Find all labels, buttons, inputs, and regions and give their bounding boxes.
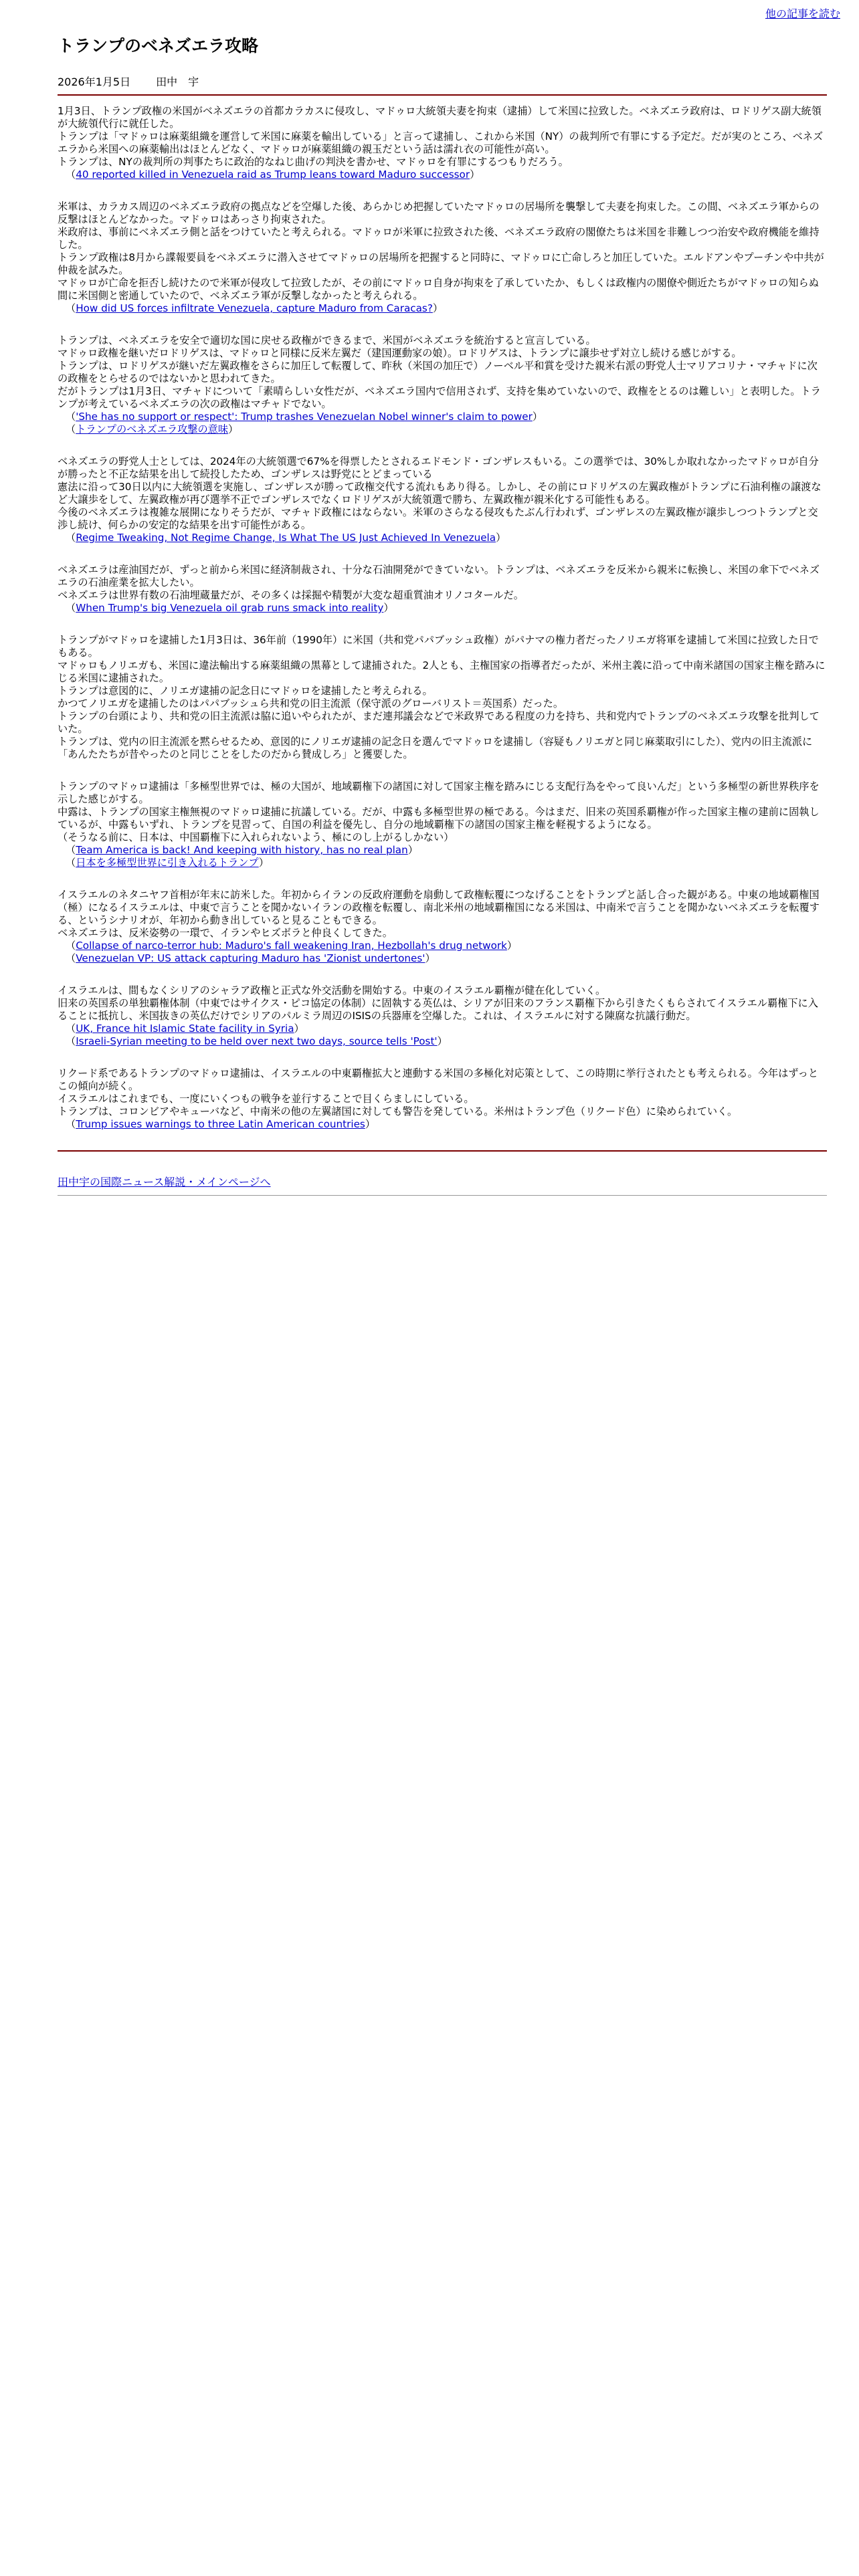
paren-close: ） [258,857,269,869]
reference-link-line [58,1023,827,1035]
paren-open: （ [66,169,76,181]
paragraph-text: トランプは、NYの裁判所の判事たちに政治的なねじ曲げの判決を書かせ、マドゥロを有罪にするつもりだろう。 [58,156,569,168]
paragraph-text: マドゥロが亡命を拒否し続けたので米軍が侵攻して拉致したが、その前にマドゥロ自身が拘束を了承していたか、もしくは政権内の閣僚や側近たちがマドゥロの知らぬ間に米国側と密通していたので、ベネズエラ軍が反撃しなかったと考えられる。 [58,277,819,302]
paragraph-text: 今後のベネズエラは複雑な展開になりそうだが、マチャド政権にはならない。米軍のさらなる侵攻もたぶん行われず、ゴンザレスの左翼政権が譲歩しつつトランプと交渉し続け、何らかの安定的な結果を出す可能性がある。 [58,506,818,531]
paragraph-text: 1月3日、トランプ政権の米国がベネズエラの首都カラカスに侵攻し、マドゥロ大統領夫妻を拘束（逮捕）して米国に拉致した。ベネズエラ政府は、ロドリゲス副大統領が大統領代行に就任した。 [58,105,822,130]
paren-close: ） [407,844,418,856]
reference-link-line [58,302,827,315]
reference-link-line [58,1118,827,1131]
paren-close: ） [506,940,518,952]
paragraph-text: 米政府は、事前にベネズエラ側と話をつけていたと考えられる。マドゥロが米軍に拉致された後、ベネズエラ政府の閣僚たちは米国を非難しつつ治安や政府機能を維持した。 [58,226,820,251]
paren-open: （ [66,857,76,869]
reference-link[interactable]: Team America is back! And keeping with history, has no real plan [76,844,408,856]
article-page [58,35,827,1196]
reference-link[interactable]: 'She has no support or respect': Trump trashes Venezuelan Nobel winner's claim to power [76,411,533,423]
article-author: 田中 宇 [156,76,199,88]
article-title: トランプのベネズエラ攻略 [58,36,259,56]
reference-link[interactable]: Collapse of narco-terror hub: Maduro's fall weakening Iran, Hezbollah's drug network [76,940,507,952]
paragraph-text: イスラエルはこれまでも、一度にいくつもの戦争を並行することで目くらましにしている。 [58,1093,474,1105]
paren-close: ） [425,952,436,964]
top-nav [765,5,840,21]
paragraph-text: トランプがマドゥロを逮捕した1月3日は、36年前（1990年）に米国（共和党パパブッシュ政権）がパナマの権力者だったノリエガ将軍を逮捕して米国に拉致した日でもある。 [58,634,819,659]
footer-divider [58,1195,827,1196]
paren-open: （ [66,423,76,435]
article-date: 2026年1月5日 [58,76,131,88]
paren-close: ） [496,532,506,544]
paren-open: （ [66,302,76,314]
reference-link-line [58,1035,827,1048]
paren-close: ） [228,423,239,435]
paren-open: （ [66,411,76,423]
reference-link-line [58,423,827,436]
paragraph-text: トランプは、ロドリゲスが継いだ左翼政権をさらに加圧して転覆して、昨秋（米国の加圧で）ノーベル平和賞を受けた親米右派の野党人士マリアコリナ・マチャドに次の政権をとらせるのではないかと思われてきた。 [58,360,818,385]
article-paragraph [58,780,827,869]
paren-close: ） [432,302,444,314]
paragraph-text: リクード系であるトランプのマドゥロ逮捕は、イスラエルの中東覇権拡大と連動する米国の多極化対応策として、この時期に挙行されたとも考えられる。今年はずっとこの傾向が続く。 [58,1067,819,1092]
end-divider [58,1150,827,1152]
reference-link[interactable]: When Trump's big Venezuela oil grab runs smack into reality [76,602,384,614]
article-paragraph [58,889,827,965]
article-body [58,105,827,1131]
reference-link-line [58,952,827,965]
other-articles-link[interactable]: 他の記事を読む [765,7,840,20]
paragraph-text: イスラエルのネタニヤフ首相が年末に訪米した。年初からイランの反政府運動を扇動して政権転覆につなげることをトランプと話し合った観がある。中東の地域覇権国（極）になるイスラエルは、中東で言うことを聞かないイランの政権を転覆し、南北米州の地域覇権国になる米国は、中南米で言うことを聞かないベネズエラを転覆する、というシナリオが、年初から動き出していると見ることもできる。 [58,889,820,926]
paren-close: ） [532,411,543,423]
paragraph-text: トランプは、ベネズエラを安全で適切な国に戻せる政権ができるまで、米国がベネズエラを統治すると宣言している。 [58,334,596,346]
paragraph-text: かつてノリエガを逮捕したのはパパブッシュら共和党の旧主流派（保守派のグローバリスト＝英国系）だった。 [58,697,564,710]
paragraph-text: マドゥロもノリエガも、米国に違法輸出する麻薬組織の黒幕として逮捕された。2人とも、主権国家の指導者だったが、米州主義に沿って中南米諸国の国家主権を踏みにじる米国に逮捕された。 [58,659,826,684]
paragraph-text: 米軍は、カラカス周辺のベネズエラ政府の拠点などを空爆した後、あらかじめ把握していたマドゥロの居場所を襲撃して夫妻を拘束した。この間、ベネズエラ軍からの反撃はほとんどなかった。マドゥロはあっさり拘束された。 [58,201,820,225]
reference-link-line [58,532,827,544]
paragraph-text: 旧来の英国系の単独覇権体制（中東ではサイクス・ピコ協定の体制）に固執する英仏は、シリアが旧来のフランス覇権下から引きたくもらされてイスラエル覇権下に入ることに抵抗し、米国抜きの英仏だけでシリアのパルミラ周辺のISISの兵器庫を空爆した。これは、イスラエルに対する陳腐な抗議行動だ。 [58,997,818,1022]
paragraph-text: トランプの台頭により、共和党の旧主流派は脇に追いやられたが、まだ連邦議会などで米政界である程度の力を持ち、共和党内でトランプのベネズエラ攻撃を批判していた。 [58,710,820,735]
paragraph-text: トランプのマドゥロ逮捕は「多極型世界では、極の大国が、地域覇権下の諸国に対して国家主権を踏みにじる支配行為をやって良いんだ」という多極型の新世界秩序を示した感じがする。 [58,780,820,805]
paren-close: ） [437,1035,448,1047]
title-divider [58,94,827,96]
home-page-link[interactable]: 田中宇の国際ニュース解説・メインページへ [58,1176,271,1188]
article-paragraph [58,984,827,1048]
reference-link-line [58,169,827,181]
article-paragraph [58,201,827,315]
paragraph-text: マドゥロ政権を継いだロドリゲスは、マドゥロと同様に反米左翼だ（建国運動家の娘）。ロドリゲスは、トランプに譲歩せず対立し続ける感じがする。 [58,347,742,359]
paren-close: ） [294,1023,304,1035]
paragraph-text: ベネズエラは世界有数の石油埋蔵量だが、その多くは採掘や精製が大変な超重質油オリノコタールだ。 [58,589,524,601]
paragraph-text: ベネズエラは産油国だが、ずっと前から米国に経済制裁され、十分な石油開発ができていない。トランプは、ベネズエラを反米から親米に転換し、米国の傘下でベネズエラの石油産業を拡大したい。 [58,564,820,588]
paragraph-text: （そうなる前に、日本は、中国覇権下に入れられないよう、極にのし上がるしかない） [58,831,454,843]
paragraph-text: トランプは意図的に、ノリエガ逮捕の記念日にマドゥロを逮捕したと考えられる。 [58,685,433,697]
paren-open: （ [66,1118,76,1130]
reference-link-line [58,411,827,423]
paragraph-text: だがトランプは1月3日、マチャドについて「素晴らしい女性だが、ベネズエラ国内で信用されず、支持を集めていないので、政権をとるのは難しい」と表明した。トランプが考えているベネズエラの次の政権はマチャドでない。 [58,385,821,410]
paragraph-text: ベネズエラは、反米姿勢の一環で、イランやヒズボラと仲良くしてきた。 [58,927,393,939]
paren-open: （ [66,1035,76,1047]
reference-link-line [58,857,827,869]
paren-close: ） [470,169,480,181]
paren-open: （ [66,602,76,614]
paragraph-text: トランプは、コロンビアやキューバなど、中南米の他の左翼諸国に対しても警告を発している。米州はトランプ色（リクード色）に染められていく。 [58,1105,738,1117]
paragraph-text: ベネズエラの野党人士としては、2024年の大統領選で67%を得票したとされるエドモンド・ゴンザレスもいる。この選挙では、30%しか取れなかったマドゥロが自分が勝ったと不正な結果を出して続投したため、ゴンザレスは野党にとどまっている [58,455,819,480]
paren-open: （ [66,952,76,964]
article-paragraph [58,105,827,181]
reference-link-line [58,844,827,857]
paren-open: （ [66,844,76,856]
paragraph-text: トランプは「マドゥロは麻薬組織を運営して米国に麻薬を輸出している」と言って逮捕し、これから米国（NY）の裁判所で有罪にする予定だ。だが実のところ、ベネズエラから米国への麻薬輸出はほとんどなく、マドゥロが麻薬組織の親玉だという話は濡れ衣の可能性が高い。 [58,130,824,155]
paragraph-text: トランプ政権は8月から諜報要員をベネズエラに潜入させてマドゥロの居場所を把握すると同時に、マドゥロに亡命しろと加圧していた。エルドアンやプーチンや中共が仲裁を試みた。 [58,251,824,276]
reference-link-line [58,602,827,615]
reference-link[interactable]: Israeli-Syrian meeting to be held over next two days, source tells 'Post' [76,1035,438,1047]
paren-open: （ [66,940,76,952]
paren-open: （ [66,1023,76,1035]
article-paragraph [58,1067,827,1131]
article-paragraph [58,564,827,615]
reference-link[interactable]: 40 reported killed in Venezuela raid as Trump leans toward Maduro successor [76,169,470,181]
paragraph-text: イスラエルは、間もなくシリアのシャラア政権と正式な外交活動を開始する。中東のイスラエル覇権が健在化していく。 [58,984,606,996]
article-paragraph [58,455,827,544]
paragraph-text: トランプは、党内の旧主流派を黙らせるため、意図的にノリエガ逮捕の記念日を選んでマドゥロを逮捕し（容疑もノリエガと同じ麻薬取引にした）、党内の旧主流派に「あんたたちが昔やったのと同じことをしたのだから賛成しろ」と獲要した。 [58,736,813,760]
reference-link[interactable]: 日本を多極型世界に引き入れるトランプ [76,857,259,869]
paren-close: ） [383,602,394,614]
reference-link-line [58,940,827,952]
reference-link[interactable]: Regime Tweaking, Not Regime Change, Is What The US Just Achieved In Venezuela [76,532,496,544]
reference-link[interactable]: UK, France hit Islamic State facility in Syria [76,1023,294,1035]
reference-link[interactable]: Venezuelan VP: US attack capturing Maduro has 'Zionist undertones' [76,952,425,964]
reference-link[interactable]: トランプのベネズエラ攻撃の意味 [76,423,228,435]
paren-close: ） [365,1118,376,1130]
reference-link[interactable]: How did US forces infiltrate Venezuela, capture Maduro from Caracas? [76,302,433,314]
paragraph-text: 中露は、トランプの国家主権無視のマドゥロ逮捕に抗議している。だが、中露も多極型世界の極である。今はまだ、旧来の英国系覇権が作った国家主権の建前に固執しているが、中露もいずれ、トランプを見習って、自国の利益を優先し、自分の地域覇権下の諸国の国家主権を軽視するようになる。 [58,806,820,831]
paragraph-text: 憲法に沿って30日以内に大統領選を実施し、ゴンザレスが勝って政権交代する流れもあり得る。しかし、その前にロドリゲスの左翼政権がトランプに石油利権の譲渡など大譲歩をして、左翼政権が再び選挙不正でゴンザレスでなくロドリゲスが大統領選で勝ち、左翼政権が親米化する可能性もある。 [58,481,822,506]
article-paragraph [58,334,827,436]
article-paragraph [58,634,827,761]
reference-link[interactable]: Trump issues warnings to three Latin American countries [76,1118,365,1130]
byline [58,74,827,90]
paren-open: （ [66,532,76,544]
